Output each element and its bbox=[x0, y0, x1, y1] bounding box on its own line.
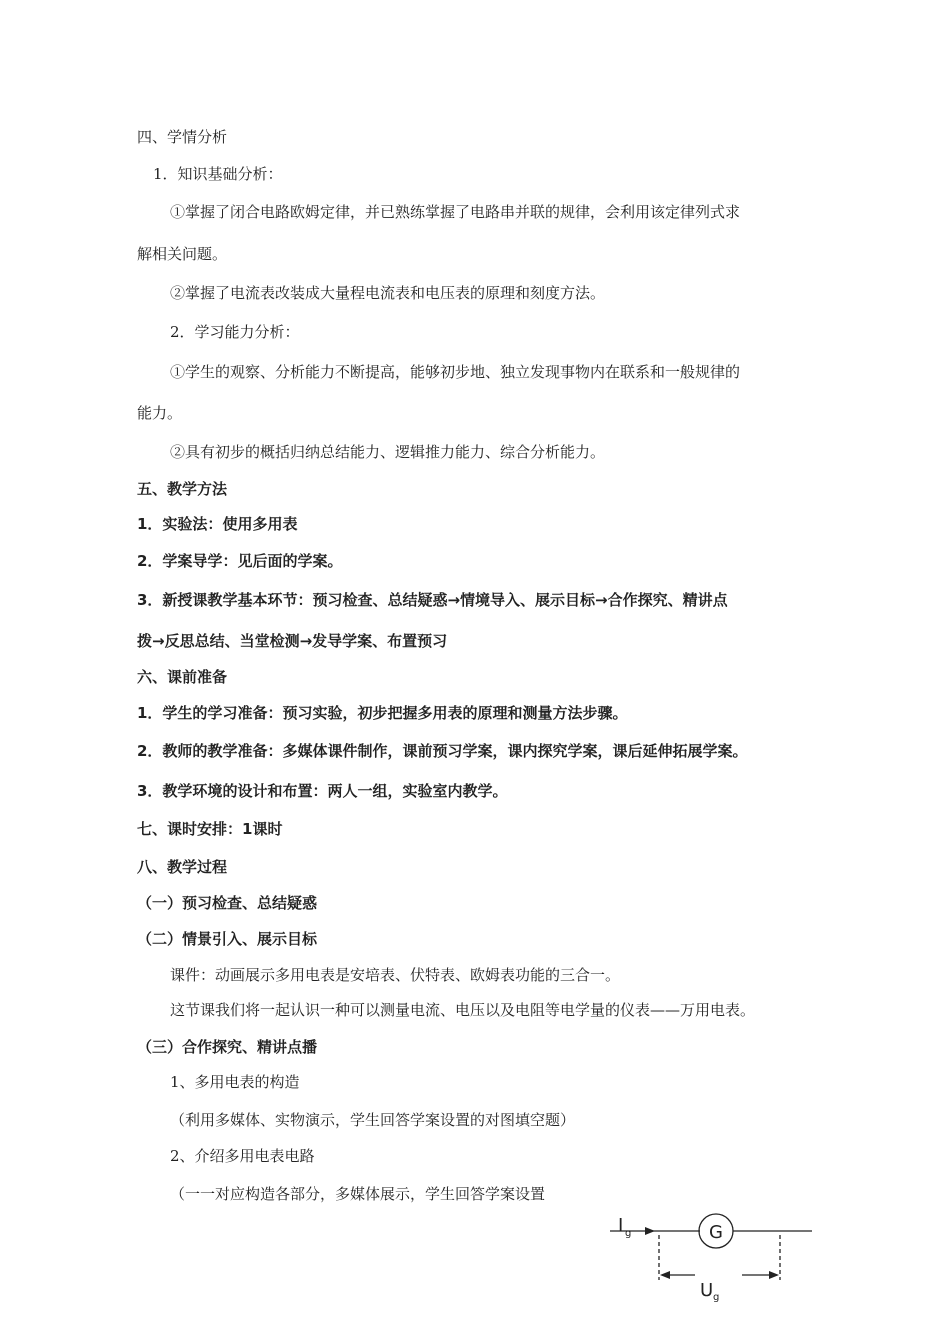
subheading-ability: 2．学习能力分析： bbox=[170, 323, 300, 341]
current-subscript: g bbox=[625, 1228, 632, 1239]
paragraph: 1、多用电表的构造 bbox=[170, 1073, 300, 1091]
subsection-heading: （一）预习检查、总结疑惑 bbox=[137, 894, 318, 912]
list-item: 2．学案导学：见后面的学案。 bbox=[137, 552, 343, 570]
section-4-heading: 四、学情分析 bbox=[137, 128, 228, 146]
paragraph: （一一对应构造各部分，多媒体展示，学生回答学案设置 bbox=[170, 1185, 546, 1203]
subsection-heading: （三）合作探究、精讲点播 bbox=[137, 1038, 318, 1056]
voltage-label: U bbox=[700, 1280, 714, 1301]
section-5-heading: 五、教学方法 bbox=[137, 480, 228, 498]
paragraph: 这节课我们将一起认识一种可以测量电流、电压以及电阻等电学量的仪表——万用电表。 bbox=[170, 1001, 756, 1019]
meter-label: G bbox=[709, 1222, 723, 1243]
section-8-heading: 八、教学过程 bbox=[137, 858, 228, 876]
paragraph: 解相关问题。 bbox=[137, 245, 228, 263]
list-item: 1．实验法：使用多用表 bbox=[137, 515, 298, 533]
list-item: 2．教师的教学准备：多媒体课件制作，课前预习学案，课内探究学案，课后延伸拓展学案。 bbox=[137, 742, 748, 760]
paragraph: ②掌握了电流表改装成大量程电流表和电压表的原理和刻度方法。 bbox=[170, 284, 606, 302]
section-6-heading: 六、课前准备 bbox=[137, 668, 228, 686]
list-item: 1．学生的学习准备：预习实验，初步把握多用表的原理和测量方法步骤。 bbox=[137, 704, 628, 722]
paragraph: 2、介绍多用电表电路 bbox=[170, 1147, 315, 1165]
list-item: 3．新授课教学基本环节：预习检查、总结疑惑→情境导入、展示目标→合作探究、精讲点 bbox=[137, 591, 728, 609]
list-item: 3．教学环境的设计和布置：两人一组，实验室内教学。 bbox=[137, 782, 508, 800]
arrowhead-right-icon bbox=[769, 1271, 779, 1279]
current-label: I bbox=[618, 1215, 624, 1236]
subsection-heading: （二）情景引入、展示目标 bbox=[137, 930, 318, 948]
voltage-subscript: g bbox=[713, 1292, 720, 1303]
current-arrow-icon bbox=[645, 1227, 655, 1235]
paragraph: ①掌握了闭合电路欧姆定律，并已熟练掌握了电路串并联的规律，会利用该定律列式求 bbox=[170, 203, 741, 221]
arrowhead-left-icon bbox=[660, 1271, 670, 1279]
list-item-continued: 拨→反思总结、当堂检测→发导学案、布置预习 bbox=[137, 632, 448, 650]
paragraph: 课件：动画展示多用电表是安培表、伏特表、欧姆表功能的三合一。 bbox=[170, 966, 621, 984]
paragraph: ②具有初步的概括归纳总结能力、逻辑推力能力、综合分析能力。 bbox=[170, 443, 606, 461]
section-7-heading: 七、课时安排：1课时 bbox=[137, 820, 283, 838]
paragraph: 能力。 bbox=[137, 404, 183, 422]
subheading-knowledge: 1．知识基础分析： bbox=[153, 165, 283, 183]
paragraph: ①学生的观察、分析能力不断提高，能够初步地、独立发现事物内在联系和一般规律的 bbox=[170, 363, 741, 381]
paragraph: （利用多媒体、实物演示，学生回答学案设置的对图填空题） bbox=[170, 1111, 576, 1129]
